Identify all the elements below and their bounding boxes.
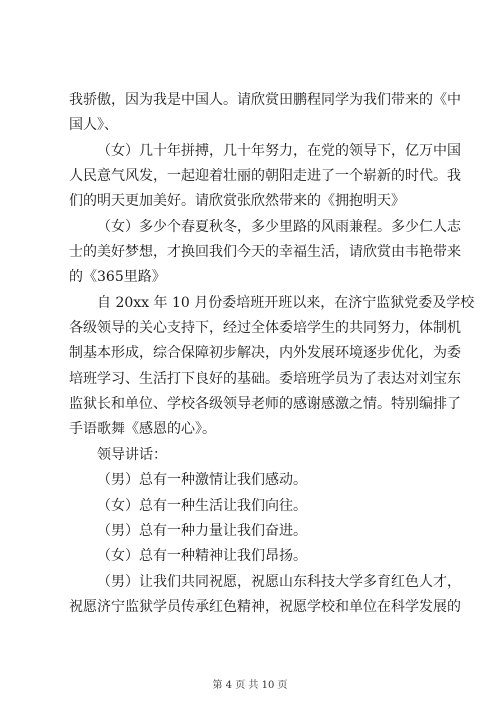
page-footer: 第 4 页 共 10 页: [212, 680, 288, 691]
text-line: 我骄傲，因为我是中国人。请欣赏田鹏程同学为我们带来的《中: [69, 92, 461, 108]
text-line: （女）总有一种生活让我们向往。: [97, 497, 307, 514]
text-line: 监狱长和单位、学校各级领导老师的感谢感激之情。特别编排了: [69, 396, 461, 413]
text-line: 领导讲话：: [97, 446, 167, 463]
text-line: 自 20xx 年 10 月份委培班开班以来，在济宁监狱党委及学校: [97, 294, 475, 311]
text-line: （男）让我们共同祝愿，祝愿山东科技大学多育红色人才，: [97, 573, 461, 590]
text-line: （男）总有一种力量让我们奋进。: [97, 522, 307, 539]
text-line: 培班学习、生活打下良好的基础。委培班学员为了表达对刘宝东: [69, 370, 461, 387]
text-line: 制基本形成，综合保障初步解决，内外发展环境逐步优化，为委: [69, 345, 461, 362]
text-line: （女）总有一种精神让我们昂扬。: [97, 548, 307, 565]
text-line: 士的美好梦想，才换回我们今天的幸福生活，请欣赏由韦艳带来: [69, 244, 461, 261]
text-line: 们的明天更加美好。请欣赏张欣然带来的《拥抱明天》: [69, 193, 405, 210]
text-line: 祝愿济宁监狱学员传承红色精神，祝愿学校和单位在科学发展的: [69, 598, 461, 615]
text-line: 各级领导的关心支持下，经过全体委培学生的共同努力，体制机: [69, 320, 461, 337]
text-line: 的《365里路》: [69, 269, 166, 286]
document-body: [69, 88, 475, 620]
text-line: 手语歌舞《感恩的心》。: [69, 421, 216, 438]
text-line: （男）总有一种激情让我们感动。: [97, 472, 307, 489]
text-line: 国人》、: [69, 117, 118, 134]
text-line: （女）多少个春夏秋冬，多少里路的风雨兼程。多少仁人志: [97, 218, 461, 235]
text-line: （女）几十年拼搏，几十年努力，在党的领导下，亿万中国: [97, 142, 461, 159]
text-line: 人民意气风发，一起迎着壮丽的朝阳走进了一个崭新的时代。我: [69, 168, 461, 185]
